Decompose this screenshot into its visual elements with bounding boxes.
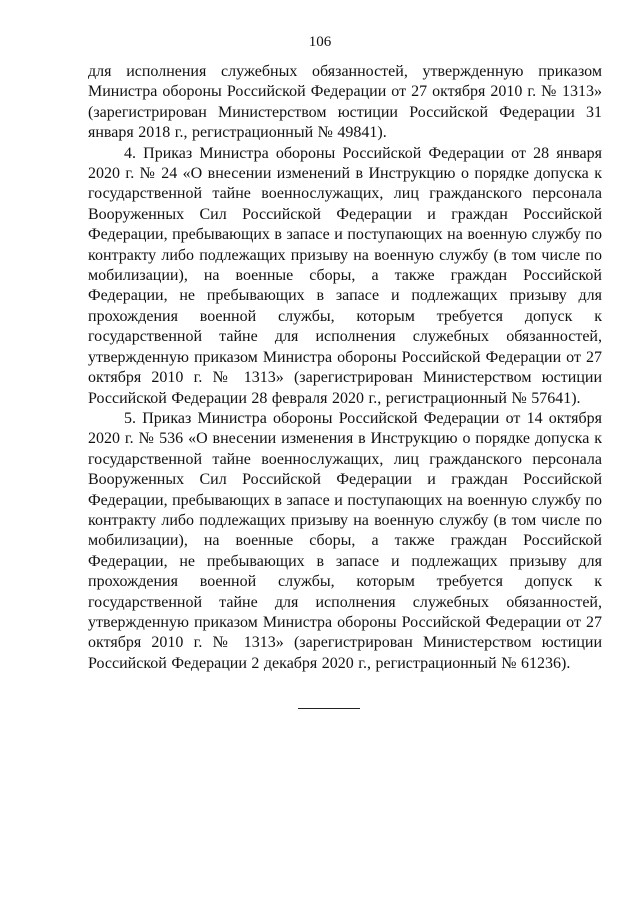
page-number: 106 [308,34,332,50]
paragraph-item-4: 4. Приказ Министра обороны Российской Федерации от 28 января 2020 г. № 24 «О внесении изменений в Инструкцию о порядке допуска к государственной тайне военнослужащих, лиц гражданского персонала Вооруженных Сил Российской Федерации и граждан Российской Федерации, пребывающих в запасе и поступающих на военную службу по контракту либо подлежащих призыву на военную службу (в том числе по мобилизации), на военные сборы, а также граждан Российской Федерации, не пребывающих в запасе и подлежащих призыву для прохождения военной службы, которым требуется допуск к государственной тайне для исполнения служебных обязанностей, утвержденную приказом Министра обороны Российской Федерации от 27 октября 2010 г. № 1313» (зарегистрирован Министерством юстиции Российской Федерации 28 февраля 2020 г., регистрационный № 57641). [88,144,602,407]
document-body [88,62,602,674]
paragraph-item-5: 5. Приказ Министра обороны Российской Федерации от 14 октября 2020 г. № 536 «О внесении изменения в Инструкцию о порядке допуска к государственной тайне военнослужащих, лиц гражданского персонала Вооруженных Сил Российской Федерации и граждан Российской Федерации, пребывающих в запасе и поступающих на военную службу по контракту либо подлежащих призыву на военную службу (в том числе по мобилизации), на военные сборы, а также граждан Российской Федерации, не пребывающих в запасе и подлежащих призыву для прохождения военной службы, которым требуется допуск к государственной тайне для исполнения служебных обязанностей, утвержденную приказом Министра обороны Российской Федерации от 27 октября 2010 г. № 1313» (зарегистрирован Министерством юстиции Российской Федерации 2 декабря 2020 г., регистрационный № 61236). [88,409,602,672]
paragraph-continuation: для исполнения служебных обязанностей, утвержденную приказом Министра обороны Российской Федерации от 27 октября 2010 г. № 1313» (зарегистрирован Министерством юстиции Российской Федерации 31 января 2018 г., регистрационный № 49841). [88,63,602,142]
end-of-document-rule [298,708,360,709]
